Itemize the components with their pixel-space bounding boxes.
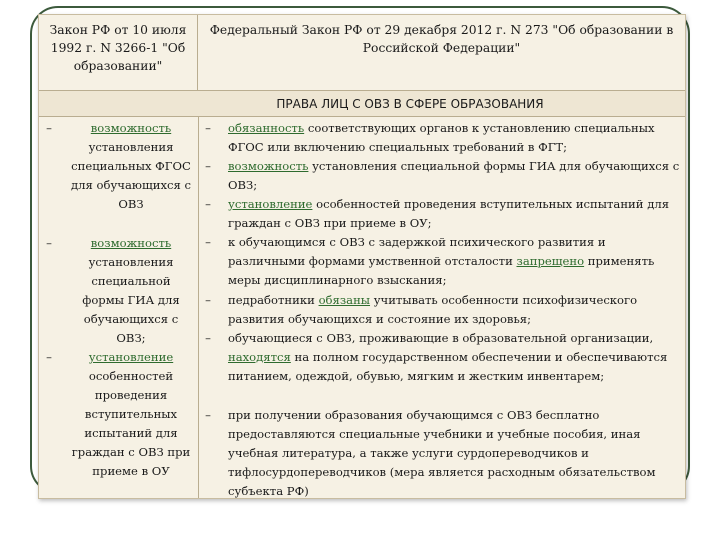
item-text: установления специальной формы ГИА для обучающихся с ОВЗ; — [82, 255, 180, 345]
dash-marker: – — [205, 408, 211, 422]
dash-marker: – — [205, 293, 211, 307]
dash-marker: – — [46, 236, 52, 250]
item-text-after: особенностей проведения вступительных испытаний для граждан с ОВЗ при приеме в ОУ; — [228, 197, 670, 230]
keyword-link: находятся — [228, 350, 291, 364]
keyword-link: возможность — [90, 121, 172, 135]
keyword-link: установление — [228, 197, 313, 211]
section-title: ПРАВА ЛИЦ С ОВЗ В СФЕРЕ ОБРАЗОВАНИЯ — [39, 91, 685, 117]
item-text-after: на полном государственном обеспечении и обеспечиваются питанием, одеждой, обувью, мягким и жестким инвентарем; — [228, 350, 668, 383]
item-text: установления специальных ФГОС для обучающихся с ОВЗ — [71, 140, 191, 211]
dash-marker: – — [205, 197, 211, 211]
dash-marker: – — [205, 235, 211, 249]
left-column — [39, 117, 199, 498]
dash-marker: – — [205, 159, 211, 173]
comparison-table — [38, 14, 686, 499]
header-left-law-1992: Закон РФ от 10 июля 1992 г. N 3266-1 "Об образовании" — [39, 15, 198, 91]
right-column — [198, 117, 685, 498]
item-text-before: обучающиеся с ОВЗ, проживающие в образовательной организации, — [228, 331, 654, 345]
keyword-link: обязаны — [318, 293, 371, 307]
dash-marker: – — [46, 350, 52, 364]
dash-marker: – — [46, 121, 52, 135]
item-text-before: педработники — [228, 293, 319, 307]
keyword-link: установление — [88, 350, 174, 364]
item-text-before: к обучающимся с ОВЗ с задержкой психического развития и различными формами умственной отсталости — [228, 235, 606, 268]
item-text-before: при получении образования обучающимся с ОВЗ бесплатно предоставляются специальные учебники и учебные пособия, иная учебная литература, а также услуги сурдопереводчиков и тифлосурдопереводчиков (мера является расходным обязательством субъекта РФ) — [228, 408, 656, 498]
item-text-after: установления специальной формы ГИА для обучающихся с ОВЗ; — [228, 159, 680, 192]
keyword-link: обязанность — [228, 121, 305, 135]
keyword-link: запрещено — [516, 254, 585, 268]
item-text: особенностей проведения вступительных испытаний для граждан с ОВЗ при приеме в ОУ — [71, 369, 191, 478]
item-text-after: применять меры дисциплинарного взыскания; — [228, 254, 655, 287]
header-right-law-2012: Федеральный Закон РФ от 29 декабря 2012 г. N 273 "Об образовании в Российской Федерации" — [198, 15, 685, 91]
keyword-link: возможность — [90, 236, 172, 250]
dash-marker: – — [205, 331, 211, 345]
keyword-link: возможность — [228, 159, 309, 173]
item-text-after: учитывать особенности психофизического развития обучающихся и состояние их здоровья; — [228, 293, 638, 326]
item-text-after: соответствующих органов к установлению специальных ФГОС или включению специальных требований в ФГТ; — [228, 121, 655, 154]
dash-marker: – — [205, 121, 211, 135]
